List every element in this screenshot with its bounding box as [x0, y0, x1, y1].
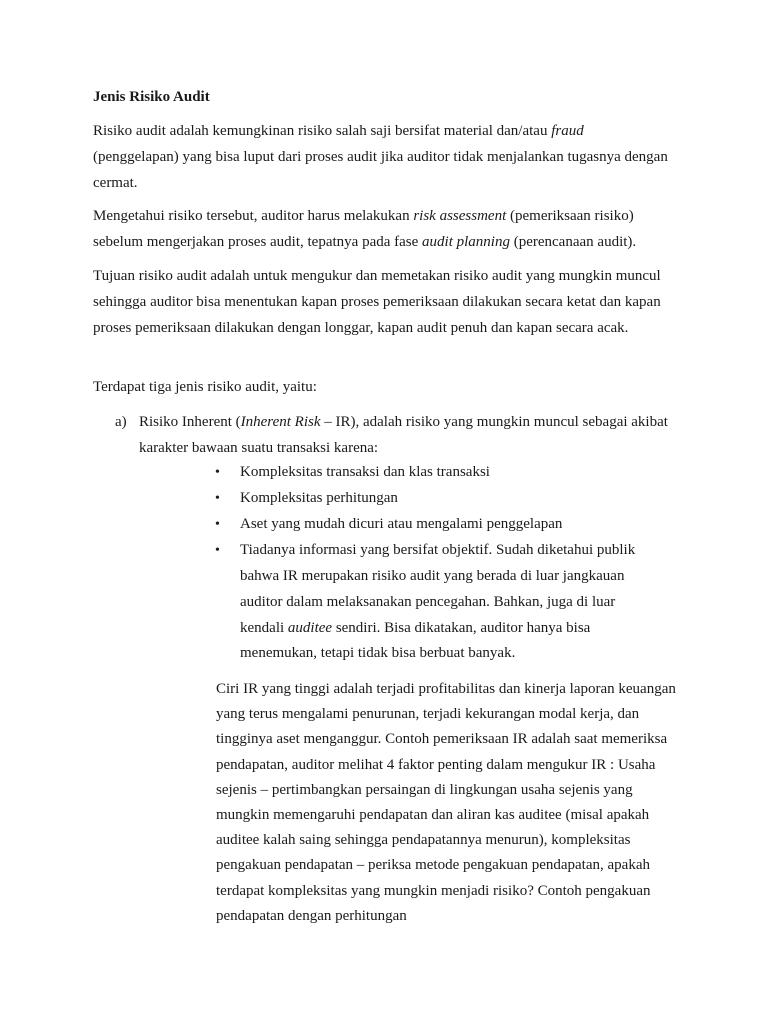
text-run: (pemeriksaan risiko) sebelum mengerjakan proses audit, tepatnya pada fase — [93, 208, 634, 250]
bullet-item — [215, 486, 655, 512]
bullet-icon: • — [215, 517, 220, 533]
bullet-item — [215, 538, 655, 667]
text-run: Risiko audit adalah kemungkinan risiko salah saji bersifat material dan/atau — [93, 123, 552, 139]
italic-term: risk assessment — [413, 208, 507, 224]
bullet-text: Kompleksitas perhitungan — [240, 490, 398, 507]
paragraph-ir-characteristics: Ciri IR yang tinggi adalah terjadi profitabilitas dan kinerja laporan keuangan yang terus mengalami penurunan, terjadi kekurangan modal kerja, dan tingginya aset menganggur. Contoh pemeriksaan IR adalah saat memeriksa pendapatan, auditor melihat 4 faktor penting dalam mengukur IR : Usaha sejenis – pertimbangkan persaingan di lingkungan usaha sejenis yang mungkin memengaruhi pendapatan dan aliran kas auditee (misal apakah auditee kalah saing sehingga pendapatannya menurun), kompleksitas pengakuan pendapatan – periksa metode pengakuan pendapatan, apakah terdapat kompleksitas yang mungkin menjadi risiko? Contoh pengakuan pendapatan dengan perhitungan — [216, 681, 676, 924]
text-run: Mengetahui risiko tersebut, auditor harus melakukan — [93, 208, 414, 224]
paragraph-risk-assessment — [93, 203, 673, 255]
paragraph-definition — [93, 118, 673, 196]
italic-term: fraud — [551, 123, 584, 139]
bullet-list — [215, 460, 655, 668]
bullet-icon: • — [215, 543, 220, 559]
bullet-text: sendiri. Bisa dikatakan, auditor hanya bisa menemukan, tetapi tidak bisa berbuat banyak. — [240, 619, 591, 662]
list-item-text — [139, 409, 675, 461]
section-title: Jenis Risiko Audit — [93, 89, 210, 105]
text-run: (penggelapan) yang bisa luput dari proses audit jika auditor tidak menjalankan tugasnya dengan cermat. — [93, 149, 668, 191]
text-run: – IR), adalah risiko yang mungkin muncul sebagai akibat karakter bawaan suatu transaksi karena: — [139, 414, 668, 456]
text-run: (perencanaan audit). — [509, 234, 637, 250]
bullet-item — [215, 512, 655, 538]
paragraph-intro-list: Terdapat tiga jenis risiko audit, yaitu: — [93, 379, 317, 395]
text-run: Risiko Inherent ( — [139, 414, 241, 430]
list-marker: a) — [115, 414, 127, 430]
italic-term: auditee — [287, 619, 333, 636]
bullet-icon: • — [215, 465, 220, 480]
bullet-icon: • — [215, 491, 220, 507]
paragraph-purpose: Tujuan risiko audit adalah untuk mengukur dan memetakan risiko audit yang mungkin muncul sehingga auditor bisa menentukan kapan proses pemeriksaan dilakukan secara ketat dan kapan proses pemeriksaan dilakukan dengan longgar, kapan audit penuh dan kapan secara acak. — [93, 268, 661, 336]
bullet-text: Tiadanya informasi yang bersifat objektif. Sudah diketahui publik bahwa IR merupakan risiko audit yang berada di luar jangkauan auditor dalam melaksanakan pencegahan. Bahkan, juga di luar kendali — [240, 542, 636, 636]
italic-term: audit planning — [422, 234, 510, 250]
bullet-text: Kompleksitas transaksi dan klas transaksi — [240, 464, 490, 480]
bullet-text: Aset yang mudah dicuri atau mengalami penggelapan — [240, 516, 563, 533]
bullet-item — [215, 460, 655, 486]
italic-term: Inherent Risk — [240, 414, 321, 430]
